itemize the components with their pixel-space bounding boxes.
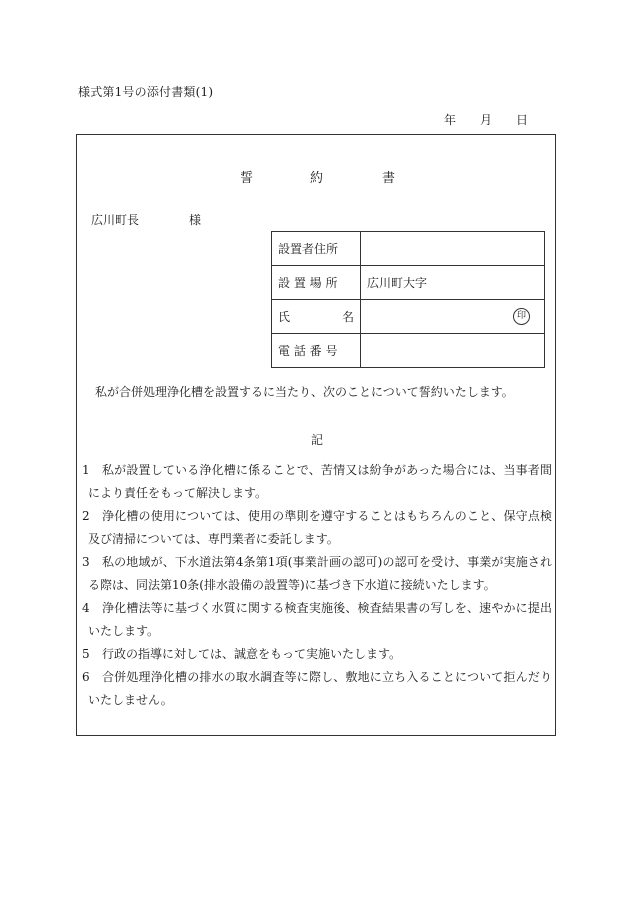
info-label-name-spaced [278, 308, 354, 325]
form-label: 様式第1号の添付書類(1) [78, 85, 214, 99]
list-item [82, 643, 552, 666]
list-item [82, 459, 552, 505]
title-char-3: 書 [382, 171, 396, 186]
item-number: 2 [82, 509, 90, 523]
info-label-address [272, 232, 361, 266]
addressee-honorific: 様 [189, 213, 202, 227]
title-char-2: 約 [310, 171, 324, 186]
item-text: 私が設置している浄化槽に係ることで、苦情又は紛争があった場合には、当事者間により責任をもって解決します。 [88, 463, 552, 500]
item-number: 5 [82, 647, 90, 661]
info-label-text: 電 話 番 号 [278, 344, 338, 358]
info-row-address [272, 232, 545, 266]
pledge-statement: 私が合併処理浄化槽を設置するに当たり、次のことについて誓約いたします。 [95, 385, 514, 399]
info-label-text: 設置者住所 [278, 242, 339, 256]
info-row-location [272, 266, 545, 300]
item-number: 6 [82, 670, 90, 684]
item-text: 浄化槽の使用については、使用の準則を遵守することはもちろんのこと、保守点検及び清掃については、専門業者に委託します。 [88, 509, 552, 546]
info-label-name [272, 300, 361, 334]
info-row-name [272, 300, 545, 334]
info-label-text: 設 置 場 所 [278, 276, 338, 290]
info-value-location[interactable] [361, 266, 545, 300]
info-row-phone [272, 334, 545, 368]
date-year: 年 [444, 113, 457, 127]
list-item [82, 597, 552, 643]
ki-heading: 記 [310, 433, 323, 447]
item-text: 私の地域が、下水道法第4条第1項(事業計画の認可)の認可を受け、事業が実施される際は、同法第10条(排水設備の設置等)に基づき下水道に接続いたします。 [88, 555, 552, 592]
info-label-name-char-1: 氏 [278, 310, 291, 324]
seal-icon: 印 [513, 308, 530, 325]
info-value-text: 広川町大字 [367, 276, 428, 290]
title-char-1: 誓 [240, 171, 254, 186]
info-label-location [272, 266, 361, 300]
info-label-phone [272, 334, 361, 368]
document-frame [76, 134, 556, 736]
info-value-name[interactable] [361, 300, 545, 334]
item-number: 4 [82, 601, 90, 615]
item-number: 1 [82, 463, 90, 477]
list-item [82, 551, 552, 597]
item-number: 3 [82, 555, 90, 569]
item-text: 行政の指導に対しては、誠意をもって実施いたします。 [102, 647, 402, 661]
date-month: 月 [480, 113, 493, 127]
document-title [77, 167, 555, 187]
date-day: 日 [516, 113, 529, 127]
applicant-info-table [271, 231, 545, 368]
list-item [82, 666, 552, 712]
pledge-items [82, 459, 552, 712]
info-value-address[interactable] [361, 232, 545, 266]
info-label-name-char-2: 名 [341, 310, 354, 324]
list-item [82, 505, 552, 551]
addressee [91, 211, 202, 228]
info-value-phone[interactable] [361, 334, 545, 368]
item-text: 浄化槽法等に基づく水質に関する検査実施後、検査結果書の写しを、速やかに提出いたします。 [88, 601, 552, 638]
addressee-name: 広川町長 [91, 213, 140, 227]
item-text: 合併処理浄化槽の排水の取水調査等に際し、敷地に立ち入ることについて拒んだりいたしません。 [88, 670, 552, 707]
